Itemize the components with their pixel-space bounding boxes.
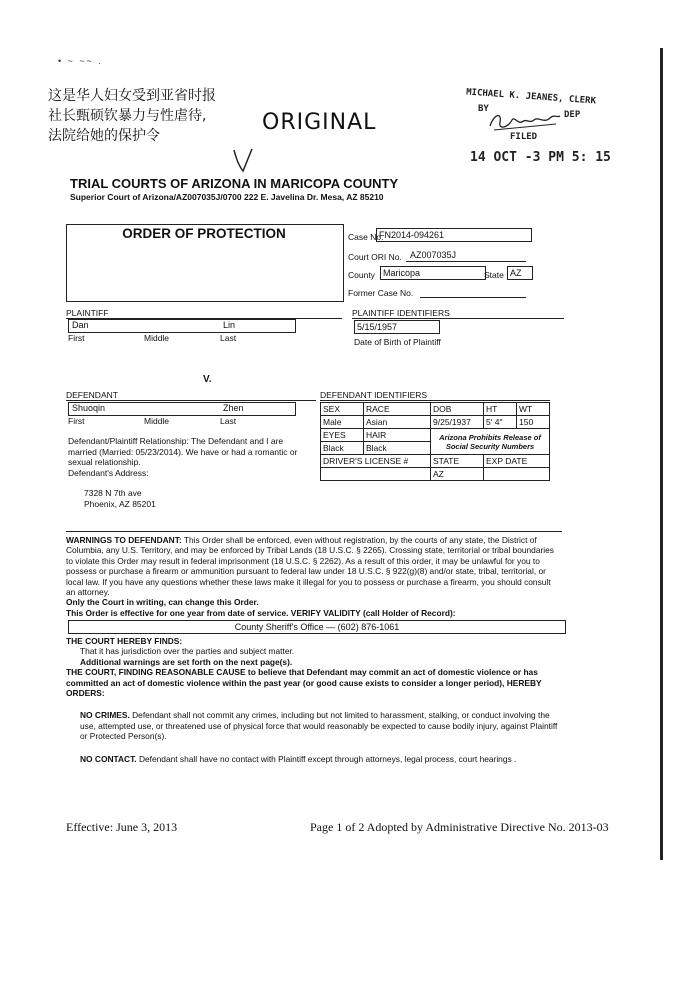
no-crimes-paragraph xyxy=(66,710,562,741)
plaintiff-label: PLAINTIFF xyxy=(66,308,342,319)
versus: V. xyxy=(203,374,212,385)
exp-date-value xyxy=(484,468,550,481)
ssn-note: Arizona Prohibits Release of Social Security Numbers xyxy=(431,429,550,455)
case-no-label: Case No. xyxy=(348,232,384,242)
chinese-line-2: 社长甄硕钦暴力与性虐待, xyxy=(48,108,207,124)
hair-label: HAIR xyxy=(364,429,431,442)
case-no-field: FN2014-094261 xyxy=(376,228,532,242)
plaintiff-first-label: First xyxy=(68,333,85,343)
race-label: RACE xyxy=(364,403,431,416)
plaintiff-middle-label: Middle xyxy=(144,333,170,343)
plaintiff-identifiers-label: PLAINTIFF IDENTIFIERS xyxy=(352,308,564,319)
plaintiff-last: Lin xyxy=(223,320,236,330)
plaintiff-dob-field: 5/15/1957 xyxy=(354,320,440,334)
jurisdiction-line: That it has jurisdiction over the parties and subject matter. xyxy=(80,646,295,657)
defendant-relationship: Defendant/Plaintiff Relationship: The Defendant and I are married (Married: 05/23/2014). We have or had a romantic or sexual relationship. xyxy=(68,436,298,467)
no-contact-heading: NO CONTACT. xyxy=(80,753,137,764)
effective-line: This Order is effective for one year from date of service. VERIFY VALIDITY (call Holder of Record): xyxy=(66,607,456,618)
stamp-clerk: MICHAEL K. JEANES, CLERK xyxy=(465,87,597,107)
identifier-value-row xyxy=(321,416,550,429)
no-contact-paragraph xyxy=(66,754,562,764)
plaintiff-name-box xyxy=(68,319,296,333)
license-value-row xyxy=(321,468,550,481)
findings-block xyxy=(66,636,562,764)
wt-value: 150 xyxy=(517,416,550,429)
defendant-last-label: Last xyxy=(220,416,237,426)
footer-page: Page 1 of 2 Adopted by Administrative Directive No. 2013-03 xyxy=(310,820,609,834)
wt-label: WT xyxy=(517,403,550,416)
plaintiff-dob-label: Date of Birth of Plaintiff xyxy=(354,337,441,347)
chinese-line-3: 法院给她的保护令 xyxy=(48,128,160,144)
defendant-identifiers-table xyxy=(320,402,550,481)
court-ori-value: AZ007035J xyxy=(410,250,457,260)
no-contact-text: Defendant shall have no contact with Plaintiff except through attorneys, legal process, court hearings . xyxy=(138,753,517,764)
sex-value: Male xyxy=(321,416,364,429)
license-value xyxy=(321,468,431,481)
defendant-first: Shuoqin xyxy=(72,403,106,413)
check-mark-icon xyxy=(230,146,256,174)
no-crimes-heading: NO CRIMES. xyxy=(80,710,130,721)
license-state-label: STATE xyxy=(431,455,484,468)
plaintiff-last-label: Last xyxy=(220,333,237,343)
court-title: TRIAL COURTS OF ARIZONA IN MARICOPA COUNTY xyxy=(70,176,399,191)
hair-value: Black xyxy=(364,442,431,455)
license-state-value: AZ xyxy=(431,468,484,481)
state-field: AZ xyxy=(507,266,533,280)
no-crimes-text: Defendant shall not commit any crimes, including but not limited to harassment, stalking, or conduct involving the use, attempted use, or threatened use of physical force that would reasonably be expected to cause bodily injury, against Plaintiff or Protected Person(s). xyxy=(80,710,558,742)
former-case-underline xyxy=(420,297,526,298)
former-case-label: Former Case No. xyxy=(348,288,414,298)
ht-value: 5' 4" xyxy=(484,416,517,429)
dob-label: DOB xyxy=(431,403,484,416)
chinese-annotation xyxy=(48,86,248,146)
state-label: State xyxy=(484,270,504,280)
stamp-by: BY xyxy=(478,104,489,114)
stamp-filed: FILED xyxy=(510,132,538,142)
only-court-line: Only the Court in writing, can change this Order. xyxy=(66,597,259,608)
county-label: County xyxy=(348,270,375,280)
sex-label: SEX xyxy=(321,403,364,416)
defendant-last: Zhen xyxy=(223,403,244,413)
county-field: Maricopa xyxy=(380,266,486,280)
court-ori-underline xyxy=(406,261,526,262)
license-label: DRIVER'S LICENSE # xyxy=(321,455,431,468)
defendant-address-line2: Phoenix, AZ 85201 xyxy=(84,499,156,509)
plaintiff-first: Dan xyxy=(72,320,89,330)
stamp-date: 14 OCT -3 PM 5: 15 xyxy=(470,150,611,165)
defendant-first-label: First xyxy=(68,416,85,426)
dob-value: 9/25/1937 xyxy=(431,416,484,429)
holder-of-record-box: County Sheriff's Office — (602) 876-1061 xyxy=(68,620,566,634)
footer-effective: Effective: June 3, 2013 xyxy=(66,820,178,834)
defendant-address-line1: 7328 N 7th ave xyxy=(84,488,142,498)
identifier-header-row xyxy=(321,403,550,416)
reasonable-cause: THE COURT, FINDING REASONABLE CAUSE to believe that Defendant may commit an act of domestic violence or has committed an act of domestic violence within the past year (or good cause exists to consider a longer period), HEREBY ORDERS: xyxy=(66,667,542,699)
court-subtitle: Superior Court of Arizona/AZ007035J/0700 222 E. Javelina Dr. Mesa, AZ 85210 xyxy=(70,192,384,202)
warnings-heading: WARNINGS TO DEFENDANT: xyxy=(66,535,182,545)
eyes-label: EYES xyxy=(321,429,364,442)
defendant-label: DEFENDANT xyxy=(66,390,316,401)
license-header-row xyxy=(321,455,550,468)
warnings-block xyxy=(66,535,560,618)
eyes-value: Black xyxy=(321,442,364,455)
warnings-body: This Order shall be enforced, even without registration, by the courts of any state, the District of Columbia, any U.S. Territory, and may be enforced by Tribal Lands (18 U.S.C. § 2265). Crossing state, territorial or tribal boundaries to violate this Order may result in federal imprisonment (18 U.S.C. § 2262). As a result of this order, it may be unlawful for you to possess or purchase a firearm or ammunition pursuant to federal law under 18 U.S.C. § 922(g)(8) and/or state, tribal, territorial, or local law. If you have any questions whether these laws make it illegal for you to possess or purchase a firearm, you should consult an attorney. xyxy=(66,535,554,598)
findings-heading: THE COURT HEREBY FINDS: xyxy=(66,636,183,646)
exp-date-label: EXP DATE xyxy=(484,455,550,468)
defendant-identifiers-label: DEFENDANT IDENTIFIERS xyxy=(320,390,550,401)
order-title: ORDER OF PROTECTION xyxy=(122,226,286,241)
divider xyxy=(66,531,562,532)
race-value: Asian xyxy=(364,416,431,429)
stamp-dep: DEP xyxy=(564,110,581,120)
eyes-hair-header-row xyxy=(321,429,550,442)
scribble-mark: • ~ ~~ . xyxy=(58,56,103,66)
court-ori-label: Court ORI No. xyxy=(348,252,402,262)
additional-warnings-line: Additional warnings are set forth on the next page(s). xyxy=(80,656,293,667)
defendant-middle-label: Middle xyxy=(144,416,170,426)
chinese-line-1: 这是华人妇女受到亚省时报 xyxy=(48,88,216,104)
ht-label: HT xyxy=(484,403,517,416)
defendant-name-box xyxy=(68,402,296,416)
original-mark: ORIGINAL xyxy=(262,110,377,135)
defendant-address-label: Defendant's Address: xyxy=(68,468,149,478)
page-edge-line xyxy=(660,48,663,860)
